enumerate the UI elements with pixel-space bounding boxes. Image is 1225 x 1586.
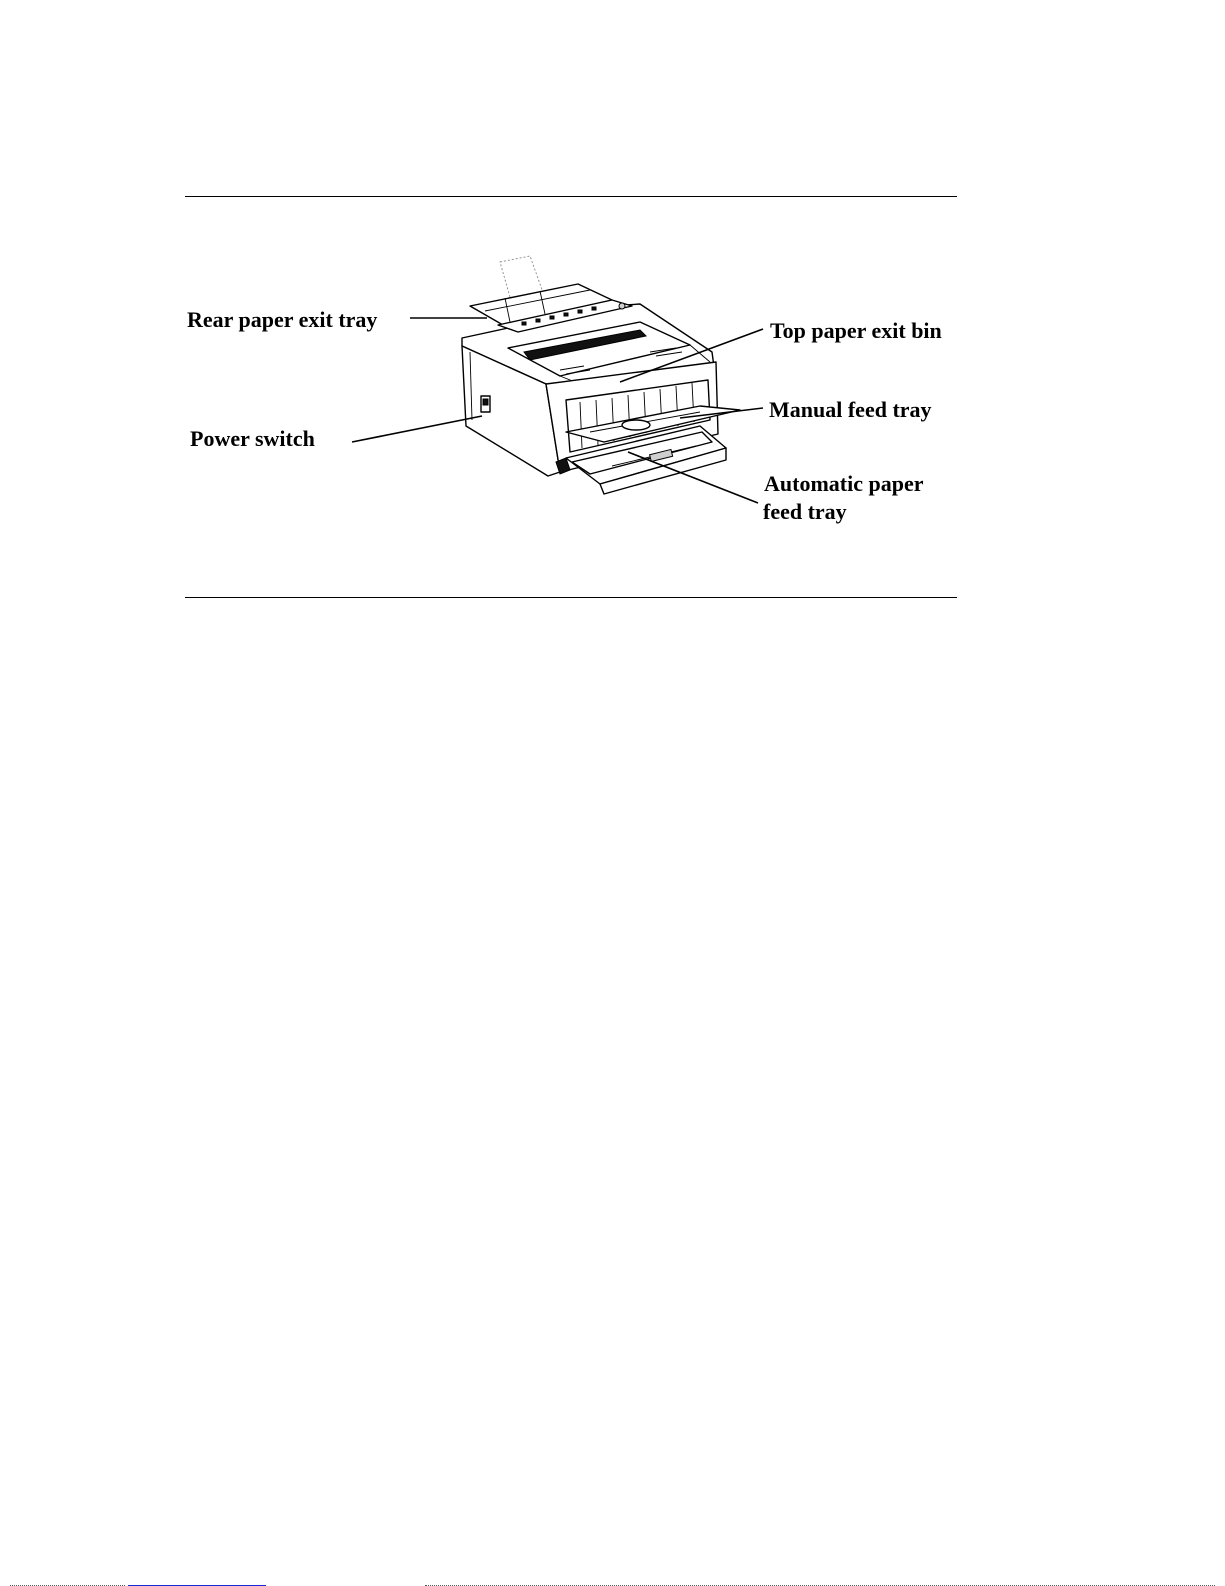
label-automatic-paper-feed-tray-line2: feed tray: [763, 499, 847, 524]
label-rear-paper-exit-tray: Rear paper exit tray: [187, 307, 378, 332]
leader-power-switch: [352, 416, 482, 442]
label-manual-feed-tray: Manual feed tray: [769, 397, 932, 422]
printer-illustration: [462, 256, 740, 494]
footer-link-underline: [128, 1575, 266, 1586]
label-automatic-paper-feed-tray-line1: Automatic paper: [764, 471, 924, 496]
footer-fragment-left: [10, 1575, 125, 1586]
footer-fragment-right: [425, 1575, 1215, 1586]
label-power-switch: Power switch: [190, 426, 315, 451]
label-top-paper-exit-bin: Top paper exit bin: [770, 318, 942, 343]
